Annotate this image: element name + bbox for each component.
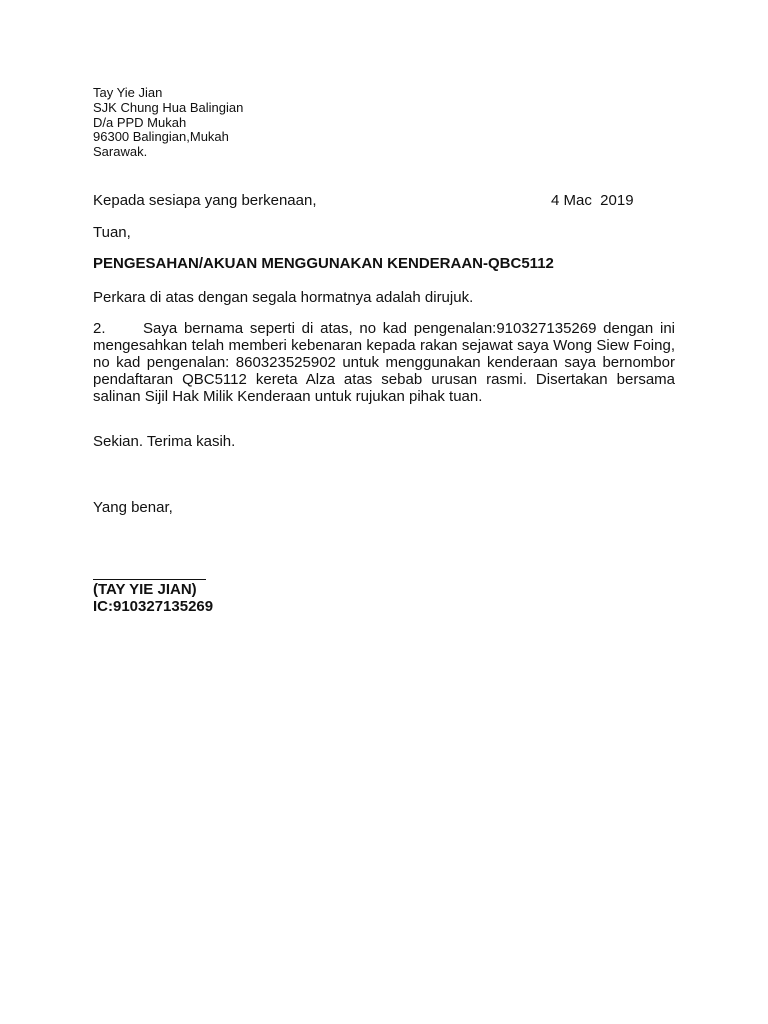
paragraph-2-text: Saya bernama seperti di atas, no kad pengenalan:910327135269 dengan ini mengesahkan telah memberi kebenaran kepada rakan sejawat saya Wong Siew Foing, no kad pengenalan: 860323525902 untuk menggunakan kenderaan saya bernombor pendaftaran QBC5112 kereta Alza atas sebab urusan rasmi. Disertakan bersama salinan Sijil Hak Milik Kenderaan untuk rujukan pihak tuan. [93, 320, 675, 405]
recipient-line: Kepada sesiapa yang berkenaan, [93, 192, 317, 209]
signatory-name: (TAY YIE JIAN) [93, 581, 197, 598]
intro-paragraph: Perkara di atas dengan segala hormatnya adalah dirujuk. [93, 289, 474, 306]
paragraph-2 [93, 320, 675, 405]
sender-state: Sarawak. [93, 144, 148, 160]
closing-line: Sekian. Terima kasih. [93, 433, 236, 450]
letter-subject: PENGESAHAN/AKUAN MENGGUNAKAN KENDERAAN-QBC5112 [93, 255, 554, 272]
letter-date: 4 Mac 2019 [551, 192, 634, 209]
sender-school: SJK Chung Hua Balingian [93, 99, 244, 115]
signatory-ic: IC:910327135269 [93, 598, 214, 615]
sender-care-of: D/a PPD Mukah [93, 114, 187, 130]
sender-postcode-city: 96300 Balingian,Mukah [93, 129, 229, 145]
salutation: Tuan, [93, 224, 131, 241]
sender-name: Tay Yie Jian [93, 85, 163, 100]
sender-address [93, 86, 243, 160]
paragraph-number: 2. [93, 320, 106, 337]
signature-line [93, 579, 206, 580]
valediction: Yang benar, [93, 499, 173, 516]
